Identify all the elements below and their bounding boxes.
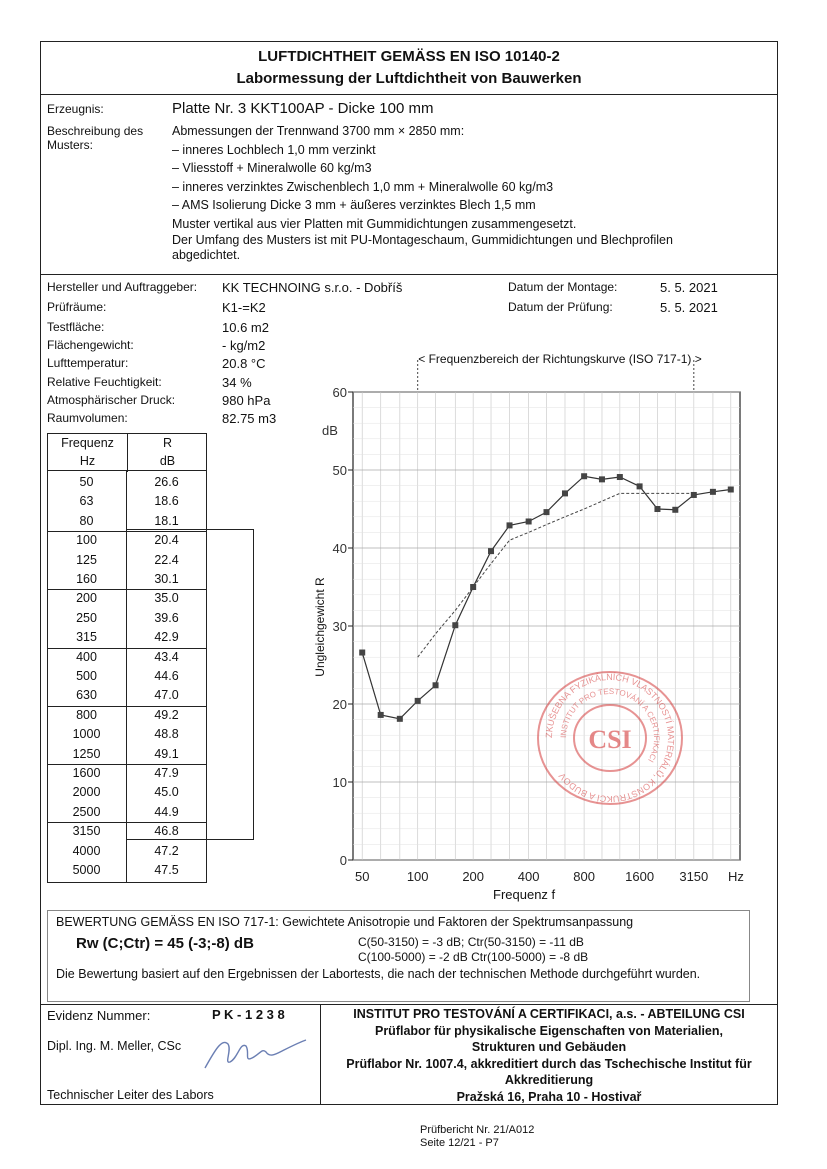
chart-xlabel: Frequenz f: [493, 887, 556, 902]
desc-line: – AMS Isolierung Dicke 3 mm + äußeres verzinktes Blech 1,5 mm: [172, 198, 536, 212]
y-tick-label: 60: [332, 385, 347, 400]
rating-box: [47, 910, 750, 1002]
freq-cell: 630: [76, 688, 97, 703]
data-point: [544, 509, 550, 515]
desc-line: – Vliesstoff + Mineralwolle 60 kg/m3: [172, 161, 372, 175]
col-freq-unit: Hz: [79, 454, 96, 468]
x-unit-label: Hz: [728, 869, 744, 884]
x-tick-label: 100: [406, 869, 429, 884]
x-tick-label: 800: [573, 869, 595, 884]
param-label: Relative Feuchtigkeit:: [47, 375, 162, 389]
r-cell: 47.2: [154, 843, 179, 858]
chart-ylabel: Ungleichgewicht R: [313, 577, 327, 677]
rating-note: Die Bewertung basiert auf den Ergebnissen der Labortests, die nach der technischen Methode durchgeführt wurden.: [56, 967, 701, 981]
desc-label: Beschreibung des Musters:: [47, 124, 144, 152]
freq-cell: 160: [76, 572, 97, 586]
data-point: [415, 698, 421, 704]
desc-line: Der Umfang des Musters ist mit PU-Montageschaum, Gummidichtungen und Blechprofilen abgedichtet.: [172, 233, 673, 262]
institute-block: [320, 1006, 778, 1105]
chart-yunit: dB: [322, 423, 338, 438]
institute-title: INSTITUT PRO TESTOVÁNÍ A CERTIFIKACI, a.s. - ABTEILUNG CSI: [353, 1007, 745, 1021]
freq-cell: 5000: [72, 863, 101, 877]
r-cell: 47.0: [154, 688, 179, 703]
desc-line: – inneres verzinktes Zwischenblech 1,0 mm + Mineralwolle 60 kg/m3: [172, 179, 554, 194]
freq-cell: 80: [79, 513, 94, 528]
r-cell: 45.0: [154, 785, 179, 800]
freq-cell: 1600: [72, 766, 101, 780]
y-tick-label: 50: [332, 463, 347, 478]
freq-cell: 400: [76, 649, 97, 664]
divider: [40, 1004, 778, 1005]
freq-cell: 200: [76, 591, 97, 606]
data-point: [672, 507, 678, 513]
param-value: 20.8 °C: [222, 356, 266, 371]
y-tick-label: 40: [332, 541, 347, 556]
r-cell: 48.8: [154, 727, 179, 742]
r-cell: 43.4: [154, 649, 179, 664]
col-freq: Frequenz: [61, 436, 114, 450]
freq-cell: 1000: [72, 727, 101, 742]
mount-date-label: Datum der Montage:: [508, 280, 618, 294]
r-cell: 20.4: [154, 533, 179, 548]
y-tick-label: 30: [332, 619, 347, 634]
data-point: [526, 518, 532, 524]
r-cell: 39.6: [154, 610, 179, 625]
data-point: [599, 476, 605, 482]
x-tick-label: 50: [354, 869, 370, 884]
data-point: [562, 490, 568, 496]
param-label: Lufttemperatur:: [47, 356, 129, 370]
data-point: [470, 584, 476, 590]
col-r-unit: dB: [159, 454, 176, 468]
data-point: [397, 716, 403, 722]
param-value: K1-=K2: [222, 300, 266, 315]
institute-stamp: [530, 668, 690, 808]
signature: [200, 1030, 310, 1075]
r-cell: 18.1: [154, 513, 179, 528]
y-tick-label: 10: [332, 775, 347, 790]
x-tick-label: 200: [462, 869, 485, 884]
param-label: Atmosphärischer Druck:: [47, 393, 176, 407]
test-date-value: 5. 5. 2021: [660, 300, 718, 315]
r-cell: 22.4: [154, 552, 179, 567]
y-tick-label: 0: [339, 853, 347, 868]
rating-heading: BEWERTUNG GEMÄSS EN ISO 717-1: Gewichtete Anisotropie und Faktoren der Spektrumsanpassung: [56, 915, 634, 929]
page-subtitle: Labormessung der Luftdichtheit von Bauwerken: [236, 70, 582, 87]
r-cell: 46.8: [154, 824, 179, 839]
report-number: Prüfbericht Nr. 21/A012: [420, 1124, 535, 1136]
param-value: - kg/m2: [222, 338, 266, 353]
freq-cell: 100: [76, 533, 97, 548]
rating-rw: Rw (C;Ctr) = 45 (-3;-8) dB: [76, 935, 254, 952]
freq-cell: 2000: [72, 785, 101, 800]
freq-cell: 800: [76, 707, 97, 722]
r-cell: 26.6: [154, 475, 179, 489]
param-value: 10.6 m2: [222, 320, 269, 335]
freq-cell: 250: [76, 610, 97, 625]
institute-line: Prüflabor Nr. 1007.4, akkreditiert durch das Tschechische Institut für Akkreditierung: [346, 1056, 752, 1087]
freq-cell: 1250: [72, 746, 101, 761]
desc-line: – inneres Lochblech 1,0 mm verzinkt: [172, 142, 376, 157]
r-cell: 44.9: [154, 804, 179, 819]
y-tick-label: 20: [332, 697, 347, 712]
data-point: [452, 622, 458, 628]
r-cell: 30.1: [154, 572, 179, 586]
evidence-value: P K - 1 2 3 8: [212, 1007, 285, 1022]
data-point: [359, 650, 365, 656]
data-point: [581, 473, 587, 479]
r-cell: 49.2: [154, 707, 179, 722]
data-point: [710, 489, 716, 495]
r-cell: 35.0: [154, 591, 179, 606]
data-point: [691, 492, 697, 498]
param-value: 980 hPa: [222, 393, 271, 408]
data-point: [617, 474, 623, 480]
param-value: KK TECHNOING s.r.o. - Dobříš: [222, 280, 403, 295]
page-title: LUFTDICHTHEIT GEMÄSS EN ISO 10140-2: [258, 48, 560, 65]
rating-c1: C(50-3150) = -3 dB; Ctr(50-3150) = -11 dB: [358, 935, 584, 949]
person-role: Technischer Leiter des Labors: [47, 1088, 214, 1102]
x-tick-label: 1600: [625, 869, 655, 884]
institute-line: Pražská 16, Praha 10 - Hostivař: [456, 1089, 642, 1104]
freq-cell: 2500: [72, 804, 101, 819]
freq-cell: 50: [79, 475, 94, 489]
data-point: [637, 483, 643, 489]
desc-line: Abmessungen der Trennwand 3700 mm × 2850 mm:: [172, 124, 465, 138]
param-value: 82.75 m3: [222, 411, 277, 426]
r-cell: 42.9: [154, 630, 179, 645]
r-cell: 47.5: [154, 863, 179, 877]
x-tick-label: 400: [517, 869, 540, 884]
stamp-ring-text-2: INSTITUT PRO TESTOVÁNÍ A CERTIFIKACI: [558, 686, 662, 764]
data-point: [488, 548, 494, 554]
product-label: Erzeugnis:: [47, 102, 104, 116]
param-label: Hersteller und Auftraggeber:: [47, 280, 198, 294]
freq-cell: 125: [76, 552, 97, 567]
param-label: Testfläche:: [47, 320, 105, 334]
page-number: Seite 12/21 - P7: [420, 1137, 499, 1149]
r-cell: 18.6: [154, 494, 179, 509]
person-name: Dipl. Ing. M. Meller, CSc: [47, 1039, 182, 1053]
data-point: [378, 712, 384, 718]
chart-title-text: < Frequenzbereich der Richtungskurve (ISO 717-1) >: [418, 352, 702, 366]
param-label: Prüfräume:: [47, 300, 107, 314]
stamp-ring-text: ZKUŠEBNA FYZIKÁLNÍCH VLASTNOSTÍ MATERIÁLŮ, KONSTRUKCÍ A BUDOV: [543, 671, 677, 805]
r-cell: 47.9: [154, 766, 179, 780]
desc-line: Muster vertikal aus vier Platten mit Gummidichtungen zusammengesetzt.: [172, 216, 577, 231]
freq-cell: 4000: [72, 843, 101, 858]
freq-cell: 500: [76, 669, 97, 683]
report-info: [420, 1124, 534, 1150]
data-point: [433, 682, 439, 688]
param-label: Raumvolumen:: [47, 411, 128, 425]
param-value: 34 %: [222, 375, 252, 390]
freq-cell: 315: [76, 630, 97, 645]
rating-c2: C(100-5000) = -2 dB Ctr(100-5000) = -8 dB: [358, 950, 589, 964]
test-date-label: Datum der Prüfung:: [508, 300, 613, 314]
evidence-label: Evidenz Nummer:: [47, 1008, 151, 1023]
freq-cell: 63: [79, 494, 94, 509]
product-value: Platte Nr. 3 KKT100AP - Dicke 100 mm: [172, 100, 434, 117]
param-label: Flächengewicht:: [47, 338, 134, 352]
data-point: [507, 522, 513, 528]
data-point: [654, 506, 660, 512]
r-cell: 44.6: [154, 669, 179, 683]
mount-date-value: 5. 5. 2021: [660, 280, 718, 295]
freq-cell: 3150: [72, 824, 101, 839]
stamp-logo: CSI: [588, 725, 632, 754]
x-tick-label: 3150: [679, 869, 709, 884]
institute-line: Prüflabor für physikalische Eigenschaften von Materialien, Strukturen und Gebäuden: [374, 1023, 723, 1054]
r-cell: 49.1: [154, 746, 179, 761]
data-point: [728, 487, 734, 493]
col-r: R: [162, 436, 173, 450]
